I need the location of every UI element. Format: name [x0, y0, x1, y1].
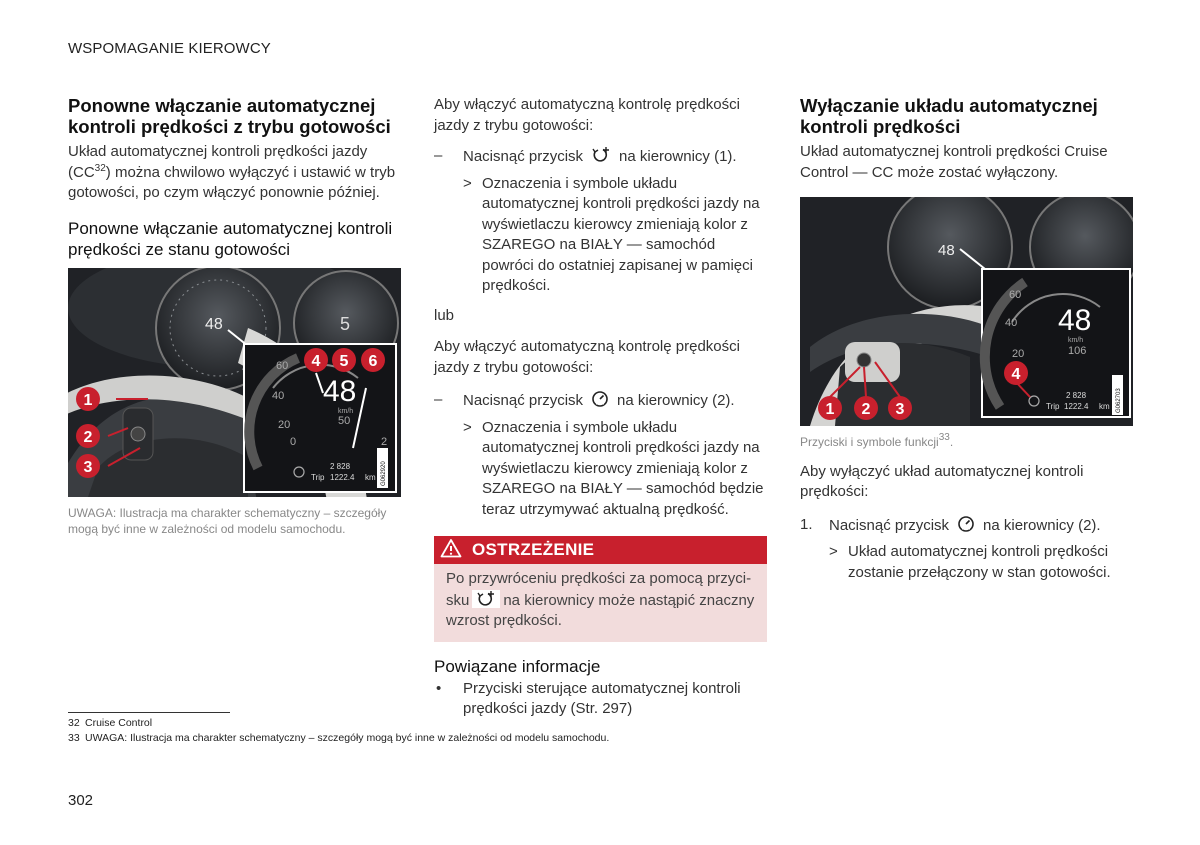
set-speed: 106: [1068, 345, 1087, 357]
callout-4: [1004, 361, 1028, 385]
trip-value: 1222.4: [1064, 402, 1089, 411]
callout-5: [332, 348, 356, 372]
trip-label: Trip: [311, 472, 325, 482]
figure-caption: Przyciski i symbole funkcji$^{33}$.: [800, 432, 954, 449]
cruise-control-icon: [957, 515, 975, 540]
or-text: lub: [434, 306, 455, 324]
callout-2: [76, 424, 100, 448]
subsection-title: Ponowne włączanie automatycznej kontroli prędkości ze stanu gotowości: [68, 218, 393, 259]
column-middle: [434, 95, 767, 720]
figure-code: G062920: [381, 460, 387, 486]
scale-40: 40: [272, 389, 285, 402]
intro-resume-1: Aby włączyć automatyczną kontrolę prędkości jazdy z trybu gotowości:: [434, 96, 740, 134]
warning-header: [434, 536, 767, 564]
warning-text: Po przywróceniu prędkości za pomocą przyci-sku na kierownicy może nastąpić znaczny wzrost prędkości.: [446, 570, 755, 629]
footnote-ref-32[interactable]: 32: [94, 162, 106, 174]
footnote-32: 32 Cruise Control: [68, 717, 153, 729]
callout-1: [76, 387, 100, 411]
section-title-resume-standby: Ponowne włączanie automatycznej kontroli prędkości z trybu gotowości: [68, 95, 391, 137]
column-right: [800, 95, 1133, 583]
step-press-resume: – Nacisnąć przycisk na kierownicy (1).: [434, 146, 767, 171]
odometer: 2 828: [1066, 391, 1087, 400]
right-mark: 2: [381, 435, 388, 448]
section-title-deactivate: Wyłączanie układu automatycznej kontroli prędkości: [800, 95, 1098, 137]
trip-value: 1222.4: [330, 472, 355, 482]
speed-readout-small: 48: [205, 315, 223, 333]
svg-text:2: 2: [861, 401, 871, 418]
resume-icon: [472, 590, 500, 608]
svg-text:2: 2: [83, 428, 93, 446]
trip-unit: km: [365, 472, 376, 482]
odometer: 2 828: [330, 461, 351, 471]
callout-6: [361, 348, 385, 372]
cruise-control-icon: [591, 390, 609, 415]
scale-20: 20: [1012, 348, 1025, 360]
gear-readout: 5: [340, 313, 351, 334]
set-speed: 50: [338, 414, 351, 427]
callout-3: [888, 396, 912, 420]
warning-triangle-icon: [440, 538, 462, 563]
svg-text:3: 3: [895, 401, 905, 418]
scale-60: 60: [1009, 289, 1022, 301]
intro-resume-2: Aby włączyć automatyczną kontrolę prędkości jazdy z trybu gotowości:: [434, 338, 740, 376]
svg-text:6: 6: [368, 352, 378, 370]
scale-0: 0: [290, 435, 297, 448]
result-standby: > Układ automatycznej kontroli prędkości zostanie przełączony w stan gotowości.: [829, 543, 1111, 581]
deactivate-intro-2: Aby wyłączyć układ automatycznej kontroli prędkości:: [800, 462, 1084, 500]
svg-text:5: 5: [339, 352, 349, 370]
intro-paragraph: Układ automatycznej kontroli prędkości jazdy (CC$^{32}$) można chwilowo wyłączyć i ustawić w tryb gotowości, po czym włączyć ponownie później.: [68, 143, 396, 201]
callout-1: [818, 396, 842, 420]
figure-caption: UWAGA: Ilustracja ma charakter schematyczny – szczegóły mogą być inne w zależności od modelu samochodu.: [68, 505, 387, 536]
svg-text:4: 4: [311, 352, 321, 370]
callout-3: [76, 454, 100, 478]
trip-label: Trip: [1046, 402, 1060, 411]
svg-text:1: 1: [83, 391, 93, 409]
speed-readout-big: 48: [323, 374, 357, 408]
speed-readout-big: 48: [1058, 304, 1092, 337]
speed-readout-small: 48: [938, 242, 955, 259]
result-set: > Oznaczenia i symbole układu automatycznej kontroli prędkości jazdy na wyświetlaczu kierowcy zmieniają kolor z SZAREGO na BIAŁY — samochód będzie teraz utrzymywać aktualną prędkość.: [463, 418, 764, 518]
figure-steering-wheel-display: [68, 268, 401, 497]
warning-title: OSTRZEŻENIE: [472, 540, 595, 559]
resume-icon: [591, 146, 611, 171]
svg-text:1: 1: [825, 401, 835, 418]
result-resume: > Oznaczenia i symbole układu automatycznej kontroli prędkości jazdy na wyświetlaczu kierowcy zmieniają kolor z SZAREGO na BIAŁY — samochód powróci do ostatniej zapisanej w pamięci prędkości.: [463, 174, 760, 294]
speed-unit: km/h: [1068, 337, 1084, 344]
column-left: [68, 95, 401, 538]
trip-unit: km: [1099, 402, 1110, 411]
figure-buttons-symbols: [800, 197, 1133, 426]
related-link-item[interactable]: • Przyciski sterujące automatycznej kontroli prędkości jazdy (Str. 297): [436, 679, 741, 717]
speed-unit: km/h: [338, 407, 354, 415]
footnote-ref-33[interactable]: 33: [938, 432, 950, 443]
warning-box: [434, 536, 767, 642]
page-number: 302: [68, 792, 94, 809]
footnote-rule: [68, 712, 230, 713]
scale-60: 60: [276, 359, 289, 372]
callout-2: [854, 396, 878, 420]
callout-4: [304, 348, 328, 372]
related-link[interactable]: Przyciski sterujące automatycznej kontroli prędkości jazdy (Str. 297): [463, 679, 741, 717]
figure-code: G062703: [1116, 388, 1122, 413]
scale-20: 20: [278, 418, 291, 431]
scale-40: 40: [1005, 317, 1018, 329]
steering-wheel-illustration: [800, 197, 1133, 426]
running-header: WSPOMAGANIE KIEROWCY: [68, 40, 271, 57]
footnote-33: 33 UWAGA: Ilustracja ma charakter schematyczny – szczegóły mogą być inne w zależności od modelu samochodu.: [68, 732, 610, 744]
svg-text:3: 3: [83, 458, 93, 476]
steering-wheel-illustration: [68, 268, 401, 497]
deactivate-intro: Układ automatycznej kontroli prędkości Cruise Control — CC może zostać wyłączony.: [800, 143, 1108, 181]
related-info-title: Powiązane informacje: [434, 656, 601, 676]
step-press-set: – Nacisnąć przycisk na kierownicy (2).: [434, 390, 767, 415]
step-press-off: 1. Nacisnąć przycisk na kierownicy (2).: [800, 515, 1133, 540]
svg-text:4: 4: [1011, 366, 1021, 383]
